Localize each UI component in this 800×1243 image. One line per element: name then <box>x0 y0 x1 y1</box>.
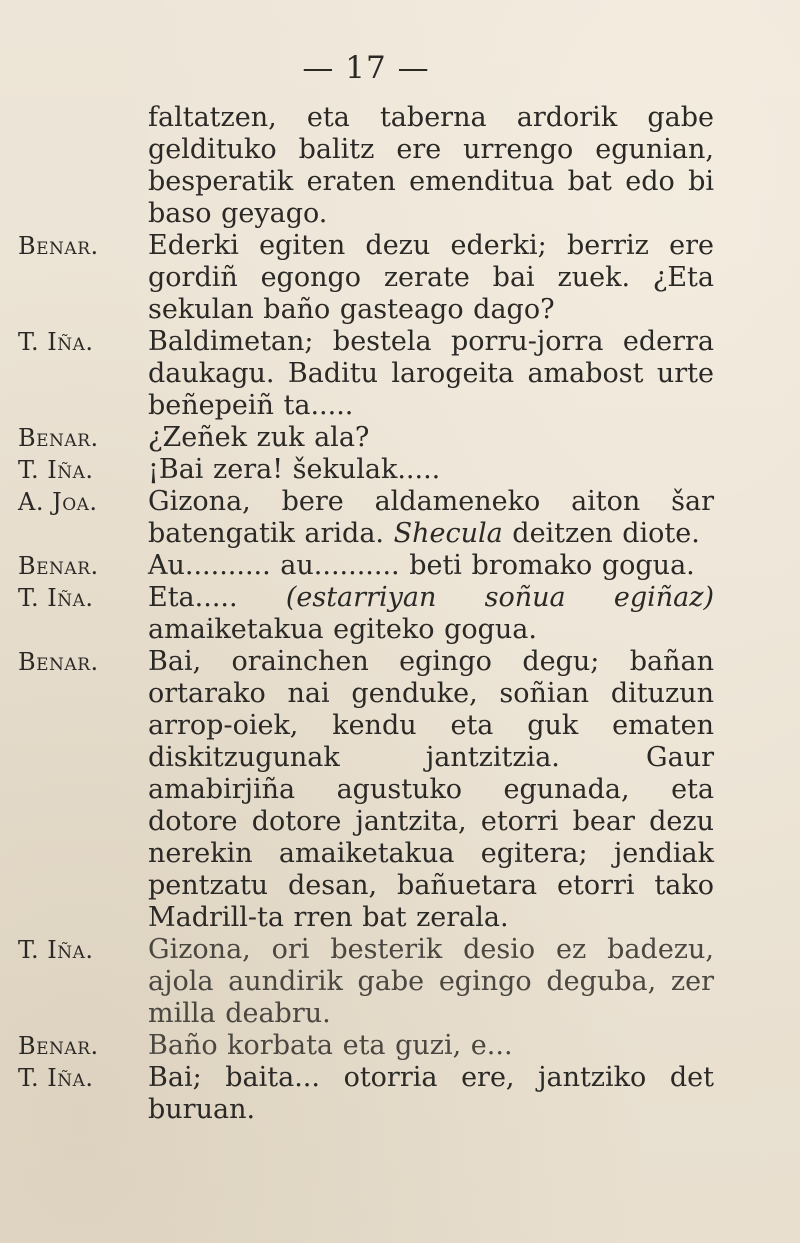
speech-text: Bai, orainchen egingo degu; bañan ortarako nai genduke, soñian dituzun arrop-oiek, kendu eta guk ematen diskitzugunak jantzitzia. Gaur amabirjiña agustuko egunada, eta dotore dotore jantzita, etorri bear dezu nerekin amaiketakua egitera; jendiak pentzatu desan, bañuetara etorri tako Madrill-ta rren bat zerala. <box>148 646 714 933</box>
speech-text <box>148 582 714 646</box>
speech-text-part: Eta..... <box>148 582 286 613</box>
speech-text: Baldimetan; bestela porru-jorra ederra daukagu. Baditu larogeita amabost urte beñepeiñ ta..... <box>148 326 714 421</box>
speaker-label: T. Iña. <box>18 1064 94 1092</box>
speaker-label: Benar. <box>18 552 99 580</box>
speech-text <box>148 486 714 550</box>
speech-text: Gizona, ori besterik desio ez badezu, ajola aundirik gabe egingo deguba, zer milla deabru. <box>148 934 714 1029</box>
speech-text: faltatzen, eta taberna ardorik gabe gelditukо balitz ere urrengo egunian, besperatik eraten emendituа bat edo bi baso geyago. <box>148 102 714 229</box>
speech-text: Au.......... au.......... beti bromako gogua. <box>148 550 695 581</box>
speech-text: Baño korbata eta guzi, e... <box>148 1030 513 1061</box>
speech-text: Ederki egiten dezu ederki; berriz ere gordiñ egongo zerate bai zuek. ¿Eta sekulan baño gasteago dago? <box>148 230 714 325</box>
speaker-label: T. Iña. <box>18 584 94 612</box>
speech-text: ¿Zeñek zuk ala? <box>148 422 370 453</box>
speaker-label: A. Joa. <box>18 488 98 516</box>
dialogue-entry <box>0 454 800 486</box>
dialogue-entry <box>0 1062 800 1126</box>
speech-text: Bai; baita... otorria ere, jantziko det buruan. <box>148 1062 714 1125</box>
dialogue-text <box>0 102 800 1126</box>
dialogue-entry <box>0 646 800 934</box>
speech-text-part: deitzen diote. <box>502 518 700 549</box>
dialogue-entry <box>0 102 800 230</box>
dialogue-entry <box>0 934 800 1030</box>
dialogue-entry <box>0 326 800 422</box>
speech-text-part: amaiketakua egiteko gogua. <box>148 614 537 645</box>
dialogue-entry <box>0 486 800 550</box>
stage-direction: (estarriyan soñua egiñaz) <box>285 582 714 613</box>
speaker-label: Benar. <box>18 1032 99 1060</box>
speaker-label: T. Iña. <box>18 456 94 484</box>
speech-text: ¡Bai zera! šekulak..... <box>148 454 441 485</box>
dialogue-entry <box>0 582 800 646</box>
dialogue-entry <box>0 550 800 582</box>
italic-term: Shecula <box>393 518 503 549</box>
speaker-label: Benar. <box>18 424 99 452</box>
speaker-label: T. Iña. <box>18 936 94 964</box>
dialogue-entry <box>0 230 800 326</box>
speech-text-part: Gizona, bere aldameneko aiton šar batengatik arida. <box>148 486 714 549</box>
dialogue-entry <box>0 1030 800 1062</box>
speaker-label: T. Iña. <box>18 328 94 356</box>
speaker-label: Benar. <box>18 232 99 260</box>
dialogue-entry <box>0 422 800 454</box>
page-number: — 17 — <box>302 50 430 86</box>
speaker-label: Benar. <box>18 648 99 676</box>
